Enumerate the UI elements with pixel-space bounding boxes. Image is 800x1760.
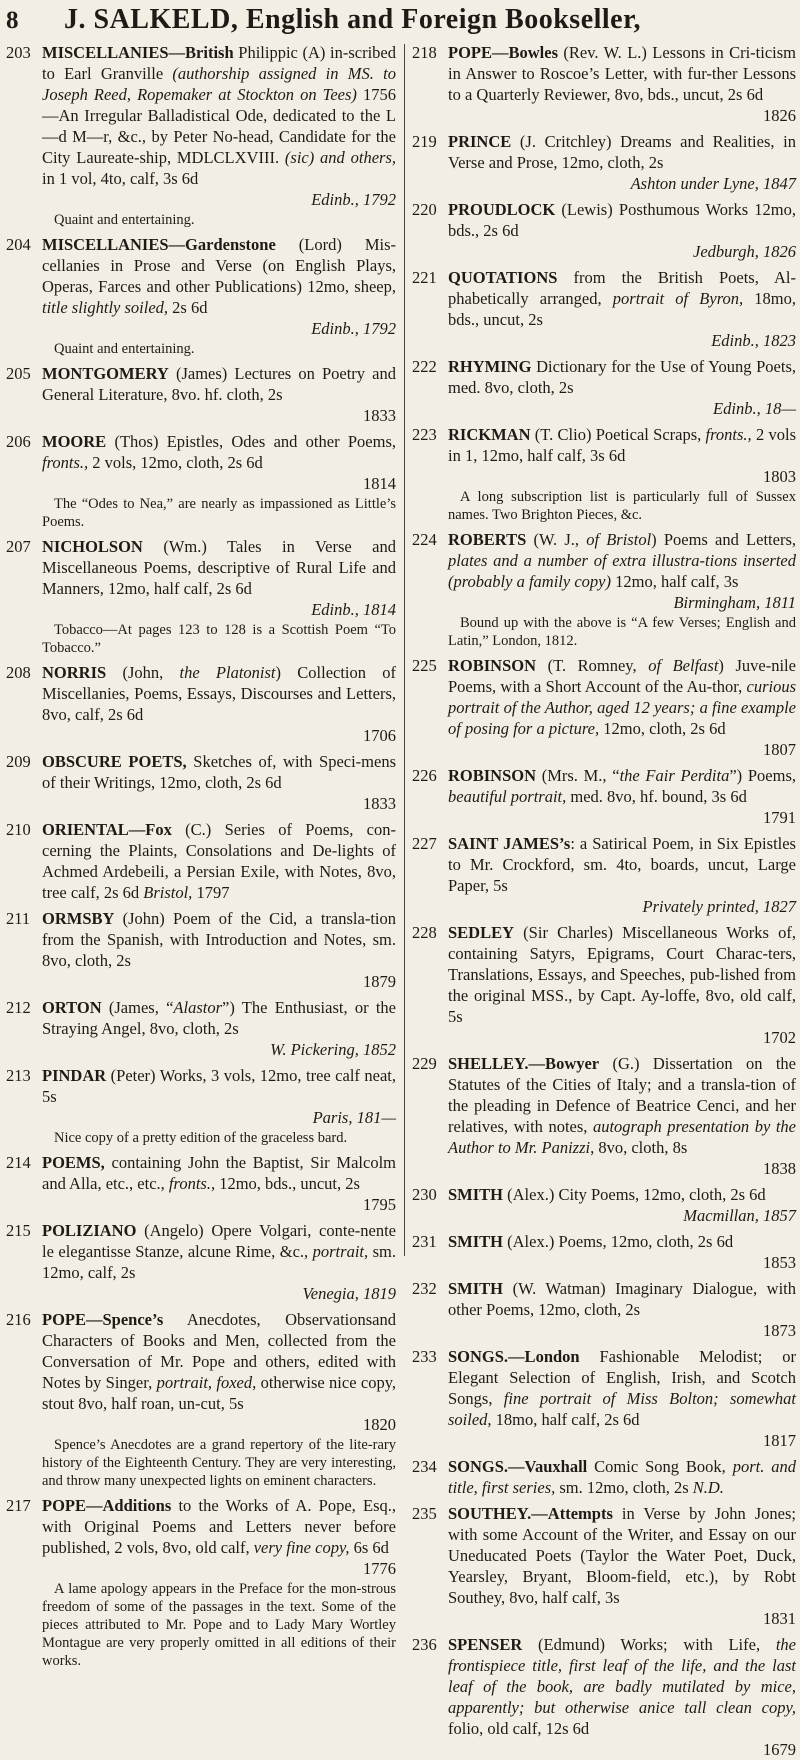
entry-year: 1833 <box>363 406 396 425</box>
entry-description: (Lord) Mis-cellanies in Prose and Verse (on English Plays, Operas, Farces and other Publications) 12mo, sheep, <box>42 235 396 296</box>
entry-year: 1776 <box>363 1559 396 1578</box>
entry-author: MISCELLANIES—British <box>42 43 234 62</box>
entry-description: (Peter) Works, 3 vols, 12mo, tree calf neat, 5s <box>42 1066 396 1106</box>
catalogue-entry <box>412 1184 796 1226</box>
entry-description: from the British Poets, Al-phabetically arranged, <box>448 268 796 308</box>
entry-author: POPE—Bowles <box>448 43 558 62</box>
catalogue-columns <box>0 42 800 1759</box>
entry-description: (James) Lectures on Poetry and General Literature, 8vo. hf. cloth, 2s <box>42 364 396 404</box>
entry-description: 6s 6d <box>349 1538 389 1557</box>
entry-description: sm. 12mo, cloth, 2s <box>555 1478 693 1497</box>
entry-description: (T. Romney, <box>536 656 649 675</box>
entry-author: SHELLEY.—Bowyer <box>448 1054 600 1073</box>
entry-description: 12mo, half calf, 3s <box>610 572 739 591</box>
entry-year: 1814 <box>363 474 396 493</box>
entry-text <box>448 1346 796 1451</box>
entry-description: (John) Poem of the Cid, a transla-tion from the Spanish, with Introduction and Notes, sm. 8vo, cloth, 2s <box>42 909 396 970</box>
entry-author: SEDLEY <box>448 923 515 942</box>
entry-description: ”) Poems, <box>729 766 797 785</box>
entry-number: 231 <box>412 1232 437 1251</box>
entry-italic: the Platonist <box>179 663 276 682</box>
entry-description: to the Works of A. Pope, Esq., with Original Poems and Letters never before published, 2 vols, 8vo, old calf, <box>42 1496 396 1557</box>
catalogue-entry <box>6 234 396 358</box>
entry-author: MOORE <box>42 432 107 451</box>
entry-year: 1831 <box>763 1609 796 1628</box>
entry-year: 1807 <box>763 740 796 759</box>
catalogue-entry <box>412 529 796 650</box>
entry-author: ORIENTAL—Fox <box>42 820 172 839</box>
catalogue-entry <box>412 1231 796 1273</box>
entry-italic: portrait, foxed, <box>156 1373 257 1392</box>
entry-author: NICHOLSON <box>42 537 143 556</box>
entry-number: 205 <box>6 364 31 383</box>
entry-text <box>42 536 396 657</box>
entry-description: (James, “ <box>101 998 174 1017</box>
entry-description: : a Satirical Poem, in Six Epistles to Mr. Crockford, sm. 4to, boards, uncut, Large Paper, 5s <box>448 834 796 895</box>
entry-year: 1679 <box>763 1740 796 1759</box>
entry-number: 209 <box>6 752 31 771</box>
entry-number: 215 <box>6 1221 31 1240</box>
entry-description: ) Collection of Miscellanies, Poems, Essays, Discourses and Letters, 8vo, calf, 2s 6d <box>42 663 397 724</box>
catalogue-entry <box>412 356 796 419</box>
entry-text <box>42 42 396 229</box>
catalogue-entry <box>6 751 396 814</box>
entry-description: (Mrs. M., “ <box>536 766 620 785</box>
entry-note: Quaint and entertaining. <box>54 212 195 228</box>
entry-text <box>448 1053 796 1179</box>
catalogue-entry <box>6 42 396 229</box>
catalogue-entry <box>6 1309 396 1490</box>
entry-description: (Wm.) Tales in Verse and Miscellaneous Poems, descriptive of Rural Life and Manners, 12mo, half calf, 2s 6d <box>42 537 396 598</box>
entry-year: 1706 <box>363 726 396 745</box>
entry-author: SOUTHEY.—Attempts <box>448 1504 613 1523</box>
entry-imprint: Birmingham, 1811 <box>673 593 796 612</box>
entry-author: SMITH <box>448 1185 504 1204</box>
entry-italic: the frontispiece title, first leaf of the life, and the last leaf of the book, are badly mutilated by mice, apparently; but otherwise anice tall clean copy, <box>448 1635 796 1717</box>
entry-text <box>448 199 796 262</box>
entry-italic: fronts., <box>42 453 89 472</box>
entry-author: SONGS.—Vauxhall <box>448 1457 588 1476</box>
entry-text <box>448 922 796 1048</box>
entry-description: Dictionary for the Use of Young Poets, med. 8vo, cloth, 2s <box>448 357 796 397</box>
entry-imprint: Paris, 181— <box>312 1108 396 1127</box>
entry-description: (Rev. W. L.) Lessons in Cri-ticism in Answer to Roscoe’s Letter, with fur-ther Lessons to a Quarterly Reviewer, 8vo, bds., uncut, 2s 6d <box>448 43 796 104</box>
entry-text <box>448 765 796 828</box>
entry-number: 228 <box>412 923 437 942</box>
entry-number: 235 <box>412 1504 437 1523</box>
right-column <box>412 42 797 1759</box>
entry-text <box>42 1220 396 1304</box>
catalogue-entry <box>412 1634 796 1760</box>
entry-text <box>42 662 396 746</box>
entry-description: (Alex.) Poems, 12mo, cloth, 2s 6d <box>503 1232 734 1251</box>
entry-italic: (sic) and others, <box>284 148 396 167</box>
entry-italic: port. and title, first series, <box>448 1457 796 1497</box>
entry-text <box>42 1152 396 1215</box>
entry-italic: portrait of Byron, <box>612 289 744 308</box>
entry-description: (Thos) Epistles, Odes and other Poems, <box>106 432 396 451</box>
entry-description: 2 vols in 1, 12mo, half calf, 3s 6d <box>448 425 796 465</box>
entry-author: SMITH <box>448 1279 504 1298</box>
entry-description: Comic Song Book, <box>587 1457 733 1476</box>
page-header <box>6 4 800 42</box>
entry-author: PRINCE <box>448 132 512 151</box>
entry-number: 213 <box>6 1066 31 1085</box>
entry-note: A long subscription list is particularly full of Sussex names. Two Brighton Pieces, &c. <box>448 489 796 523</box>
entry-description: 18mo, half calf, 2s 6d <box>491 1410 640 1429</box>
entry-italic: of Bristol <box>586 530 652 549</box>
entry-description: Sketches of, with Speci-mens of their Writings, 12mo, cloth, 2s 6d <box>42 752 397 792</box>
entry-note: A lame apology appears in the Preface for the mon-strous freedom of some of the passages in the text. Some of the pieces attributed to Mr. Pope and to Lady Mary Wortley Montague are very properly omitted in all editions of their works. <box>42 1581 396 1669</box>
entry-author: SPENSER <box>448 1635 523 1654</box>
catalogue-entry <box>412 1053 796 1179</box>
catalogue-entry <box>412 424 796 524</box>
catalogue-entry <box>412 1456 796 1498</box>
entry-author: POLIZIANO <box>42 1221 137 1240</box>
entry-text <box>448 833 796 917</box>
entry-text <box>448 1503 796 1629</box>
catalogue-entry <box>412 765 796 828</box>
catalogue-entry <box>6 662 396 746</box>
entry-text <box>42 1065 396 1147</box>
entry-author: ORTON <box>42 998 102 1017</box>
catalogue-entry <box>6 997 396 1060</box>
entry-description: otherwise nice copy, stout 8vo, half roan, un-cut, 5s <box>42 1373 397 1413</box>
entry-description: 12mo, cloth, 2s 6d <box>599 719 726 738</box>
catalogue-entry <box>412 267 796 351</box>
entry-number: 236 <box>412 1635 437 1654</box>
entry-number: 219 <box>412 132 437 151</box>
entry-description: ) Juve-nile Poems, with a Short Account of the Au-thor, <box>448 656 796 696</box>
catalogue-entry <box>412 199 796 262</box>
entry-imprint: Edinb., 1823 <box>711 331 796 350</box>
entry-text <box>42 997 396 1060</box>
catalogue-entry <box>412 1503 796 1629</box>
entry-author: NORRIS <box>42 663 107 682</box>
entry-year: 1853 <box>763 1253 796 1272</box>
catalogue-entry <box>412 131 796 194</box>
entry-author: ROBINSON <box>448 656 537 675</box>
entry-year: 1795 <box>363 1195 396 1214</box>
entry-number: 203 <box>6 43 31 62</box>
entry-description: 1797 <box>192 883 230 902</box>
entry-year: 1826 <box>763 106 796 125</box>
entry-note: Tobacco—At pages 123 to 128 is a Scottish Poem “To Tobacco.” <box>42 622 396 656</box>
entry-description: in Verse by John Jones; with some Account of the Writer, and Essay on our Uneducated Poets (Taylor the Water Poet, Duck, Yearsley, Bryant, Bloom-field, etc.), by Robt Southey, 8vo, half calf, 3s <box>448 1504 796 1607</box>
entry-italic: portrait, <box>312 1242 369 1261</box>
entry-number: 210 <box>6 820 31 839</box>
entry-number: 204 <box>6 235 31 254</box>
entry-text <box>448 1231 796 1273</box>
entry-description: (W. Watman) Imaginary Dialogue, with other Poems, 12mo, cloth, 2s <box>448 1279 796 1319</box>
entry-author: MISCELLANIES—Gardenstone <box>42 235 276 254</box>
catalogue-entry <box>6 1495 396 1670</box>
entry-year: 1702 <box>763 1028 796 1047</box>
page-number: 8 <box>6 7 19 34</box>
entry-year: 1791 <box>763 808 796 827</box>
entry-number: 230 <box>412 1185 437 1204</box>
entry-italic: curious portrait of the Author, aged 12 years; a fine example of posing for a picture, <box>448 677 796 738</box>
entry-author: SONGS.—London <box>448 1347 580 1366</box>
entry-year: 1833 <box>363 794 396 813</box>
entry-text <box>42 751 396 814</box>
entry-text <box>42 431 396 531</box>
entry-imprint: W. Pickering, 1852 <box>270 1040 396 1059</box>
entry-author: PROUDLOCK <box>448 200 556 219</box>
entry-description: sm. 12mo, calf, 2s <box>42 1242 396 1282</box>
entry-author: MONTGOMERY <box>42 364 169 383</box>
entry-description: 18mo, bds., uncut, 2s <box>448 289 797 329</box>
entry-description: 2 vols, 12mo, cloth, 2s 6d <box>88 453 263 472</box>
entry-year: 1879 <box>363 972 396 991</box>
catalogue-entry <box>412 922 796 1048</box>
entry-italic: title slightly soiled, <box>42 298 169 317</box>
entry-author: PINDAR <box>42 1066 107 1085</box>
entry-description: (Angelo) Opere Volgari, conte-nente le elegantisse Stanze, alcune Rime, &c., <box>42 1221 396 1261</box>
bookseller-title: J. SALKELD, English and Foreign Bookseller, <box>64 4 641 35</box>
entry-imprint: Venegia, 1819 <box>302 1284 396 1303</box>
entry-description: (Alex.) City Poems, 12mo, cloth, 2s 6d <box>503 1185 766 1204</box>
entry-author: POPE—Spence’s <box>42 1310 164 1329</box>
entry-year: 1803 <box>763 467 796 486</box>
entry-italic: N.D. <box>692 1478 724 1497</box>
entry-author: ROBERTS <box>448 530 527 549</box>
entry-description: (W. J., <box>526 530 587 549</box>
entry-text <box>42 1309 396 1490</box>
entry-number: 229 <box>412 1054 437 1073</box>
entry-description: (G.) Dissertation on the Statutes of the Cities of Italy; and a transla-tion of the pleading in Defence of Beatrice Cenci, and her relatives, with notes, <box>448 1054 796 1136</box>
entry-number: 207 <box>6 537 31 556</box>
entry-italic: plates and a number of extra illustra-tions inserted (probably a family copy) <box>448 551 796 591</box>
entry-year: 1817 <box>763 1431 796 1450</box>
entry-number: 234 <box>412 1457 437 1476</box>
entry-text <box>448 42 796 126</box>
entry-author: QUOTATIONS <box>448 268 558 287</box>
entry-imprint: Edinb., 1792 <box>311 190 396 209</box>
entry-text <box>448 1456 796 1498</box>
entry-number: 214 <box>6 1153 31 1172</box>
entry-number: 222 <box>412 357 437 376</box>
entry-italic: beautiful portrait, <box>448 787 567 806</box>
entry-year: 1873 <box>763 1321 796 1340</box>
entry-author: POEMS, <box>42 1153 105 1172</box>
entry-imprint: Macmillan, 1857 <box>683 1206 796 1225</box>
entry-description: 8vo, cloth, 8s <box>594 1138 688 1157</box>
entry-author: RHYMING <box>448 357 532 376</box>
entry-description: (John, <box>106 663 180 682</box>
entry-italic: Bristol, <box>143 883 193 902</box>
entry-note: Nice copy of a pretty edition of the graceless bard. <box>54 1130 348 1146</box>
catalogue-entry <box>6 1220 396 1304</box>
catalogue-entry <box>6 819 396 903</box>
entry-text <box>42 819 396 903</box>
entry-description: 2s 6d <box>168 298 208 317</box>
catalogue-entry <box>6 363 396 426</box>
entry-text <box>42 1495 396 1670</box>
entry-number: 227 <box>412 834 437 853</box>
entry-description: med. 8vo, hf. bound, 3s 6d <box>566 787 747 806</box>
entry-number: 221 <box>412 268 437 287</box>
entry-italic: the Fair Perdita <box>619 766 730 785</box>
entry-number: 216 <box>6 1310 31 1329</box>
entry-text <box>42 234 396 358</box>
catalogue-entry <box>412 655 796 760</box>
entry-text <box>448 1184 796 1226</box>
entry-text <box>448 424 796 524</box>
entry-text <box>42 363 396 426</box>
entry-text <box>42 908 396 992</box>
entry-description: (C.) Series of Poems, con-cerning the Plaints, Consolations and De-lights of Achmed Ardebeili, a Persian Exile, with Notes, 8vo, tree calf, 2s 6d <box>42 820 396 902</box>
entry-imprint: Privately printed, 1827 <box>642 897 796 916</box>
entry-note: Bound up with the above is “A few Verses; English and Latin,” London, 1812. <box>448 615 796 649</box>
entry-note: The “Odes to Nea,” are nearly as impassioned as Little’s Poems. <box>42 496 396 530</box>
entry-italic: autograph presentation by the Author to Mr. Panizzi, <box>448 1117 796 1157</box>
catalogue-entry <box>412 42 796 126</box>
entry-description: folio, old calf, 12s 6d <box>448 1719 590 1738</box>
entry-year: 1820 <box>363 1415 396 1434</box>
entry-number: 232 <box>412 1279 437 1298</box>
entry-text <box>448 655 796 760</box>
entry-number: 224 <box>412 530 437 549</box>
entry-number: 212 <box>6 998 31 1017</box>
entry-description: ) Poems and Letters, <box>651 530 796 549</box>
entry-note: Quaint and entertaining. <box>54 341 195 357</box>
left-column <box>6 42 397 1669</box>
entry-number: 233 <box>412 1347 437 1366</box>
entry-description: ”) The Enthusiast, or the Straying Angel, 8vo, cloth, 2s <box>42 998 396 1038</box>
entry-author: SAINT JAMES’s <box>448 834 571 853</box>
entry-description: containing John the Baptist, Sir Malcolm and Alla, etc., etc., <box>42 1153 396 1193</box>
entry-number: 220 <box>412 200 437 219</box>
entry-number: 217 <box>6 1496 31 1515</box>
catalogue-entry <box>6 908 396 992</box>
entry-description: Anecdotes, Observationsand Characters of Books and Men, collected from the Conversation of Mr. Pope and others, edited with Notes by Singer, <box>42 1310 396 1392</box>
entry-description: (J. Critchley) Dreams and Realities, in Verse and Prose, 12mo, cloth, 2s <box>448 132 796 172</box>
entry-italic: Alastor <box>173 998 223 1017</box>
entry-description: Philippic (A) in-scribed to Earl Granville <box>42 43 396 83</box>
entry-number: 223 <box>412 425 437 444</box>
entry-imprint: Edinb., 18— <box>713 399 796 418</box>
entry-imprint: Edinb., 1792 <box>311 319 396 338</box>
entry-number: 208 <box>6 663 31 682</box>
entry-text <box>448 529 796 650</box>
catalogue-entry <box>412 1278 796 1341</box>
entry-text <box>448 267 796 351</box>
entry-description: (Lewis) Posthumous Works 12mo, bds., 2s 6d <box>448 200 796 240</box>
entry-imprint: Ashton under Lyne, 1847 <box>630 174 796 193</box>
entry-description: 12mo, bds., uncut, 2s <box>215 1174 360 1193</box>
entry-imprint: Edinb., 1814 <box>311 600 396 619</box>
entry-description: (T. Clio) Poetical Scraps, <box>530 425 706 444</box>
entry-description: 1756—An Irregular Balladistical Ode, dedicated to the L—d M—r, &c., by Peter No-head, Candidate for the City Laureate-ship, MDLCLXVIII. <box>42 85 397 167</box>
entry-text <box>448 131 796 194</box>
entry-description: (Sir Charles) Miscellaneous Works of, containing Satyrs, Epigrams, Court Charac-ters, Translations, Essays, and Speeches, pub-lished from the original MSS., by Capt. Ay-loffe, 8vo, old calf, 5s <box>448 923 796 1026</box>
entry-imprint: Jedburgh, 1826 <box>693 242 796 261</box>
catalogue-entry <box>6 431 396 531</box>
entry-author: ORMSBY <box>42 909 115 928</box>
entry-text <box>448 356 796 419</box>
catalogue-entry <box>6 1152 396 1215</box>
catalogue-entry <box>6 1065 396 1147</box>
catalogue-entry <box>412 1346 796 1451</box>
entry-number: 206 <box>6 432 31 451</box>
entry-author: ROBINSON <box>448 766 537 785</box>
entry-number: 226 <box>412 766 437 785</box>
entry-description: in 1 vol, 4to, calf, 3s 6d <box>42 169 199 188</box>
entry-italic: fine portrait of Miss Bolton; somewhat soiled, <box>448 1389 796 1429</box>
entry-author: RICKMAN <box>448 425 531 444</box>
entry-number: 225 <box>412 656 437 675</box>
entry-italic: fronts., <box>705 425 752 444</box>
catalogue-entry <box>412 833 796 917</box>
entry-year: 1838 <box>763 1159 796 1178</box>
entry-author: POPE—Additions <box>42 1496 172 1515</box>
entry-text <box>448 1278 796 1341</box>
entry-note: Spence’s Anecdotes are a grand repertory of the lite-rary history of the Eighteenth Century. They are very interesting, and throw many unexpected lights on eminent characters. <box>42 1437 396 1489</box>
entry-number: 218 <box>412 43 437 62</box>
entry-italic: fronts., <box>168 1174 216 1193</box>
entry-number: 211 <box>6 909 31 928</box>
entry-description: (Edmund) Works; with Life, <box>522 1635 776 1654</box>
entry-author: SMITH <box>448 1232 504 1251</box>
entry-description: Fashionable Melodist; or Elegant Selection of English, Irish, and Scotch Songs, <box>448 1347 796 1408</box>
catalogue-entry <box>6 536 396 657</box>
entry-italic: of Belfast <box>648 656 719 675</box>
entry-author: OBSCURE POETS, <box>42 752 187 771</box>
entry-italic: (authorship assigned in MS. to Joseph Reed, Ropemaker at Stockton on Tees) <box>42 64 396 104</box>
entry-italic: very fine copy, <box>253 1538 350 1557</box>
entry-text <box>448 1634 796 1760</box>
